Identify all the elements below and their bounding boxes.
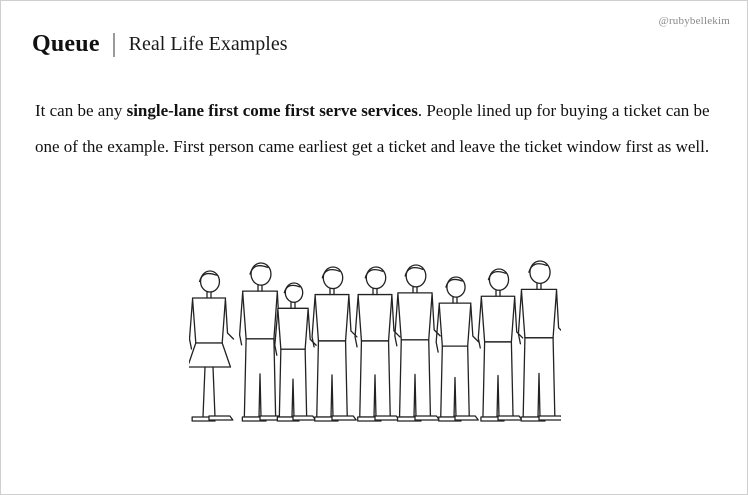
- page-title: Queue: [32, 31, 100, 57]
- person-figure: [355, 267, 400, 421]
- people-queue-illustration-icon: [189, 259, 561, 431]
- person-figure: [395, 265, 440, 421]
- person-figure: [518, 261, 561, 421]
- author-handle: @rubybellekim: [658, 15, 730, 27]
- person-figure: [436, 277, 479, 421]
- slide-header: [32, 31, 288, 58]
- person-figure: [275, 283, 316, 421]
- body-text-intro: It can be any: [35, 101, 127, 120]
- person-figure: [189, 271, 234, 421]
- body-paragraph: [35, 93, 725, 165]
- body-text-emphasis: single-lane first come first serve services: [126, 101, 418, 120]
- body-text-rest: . People lined up for buying a ticket can be one of the example. First person came earliest get a ticket and leave the ticket window first as well.: [35, 101, 710, 156]
- title-divider: [113, 33, 115, 57]
- queue-drawing: [189, 259, 561, 431]
- person-figure: [312, 267, 357, 421]
- page-subtitle: Real Life Examples: [128, 33, 288, 55]
- person-figure: [478, 269, 522, 421]
- person-figure: [240, 263, 286, 421]
